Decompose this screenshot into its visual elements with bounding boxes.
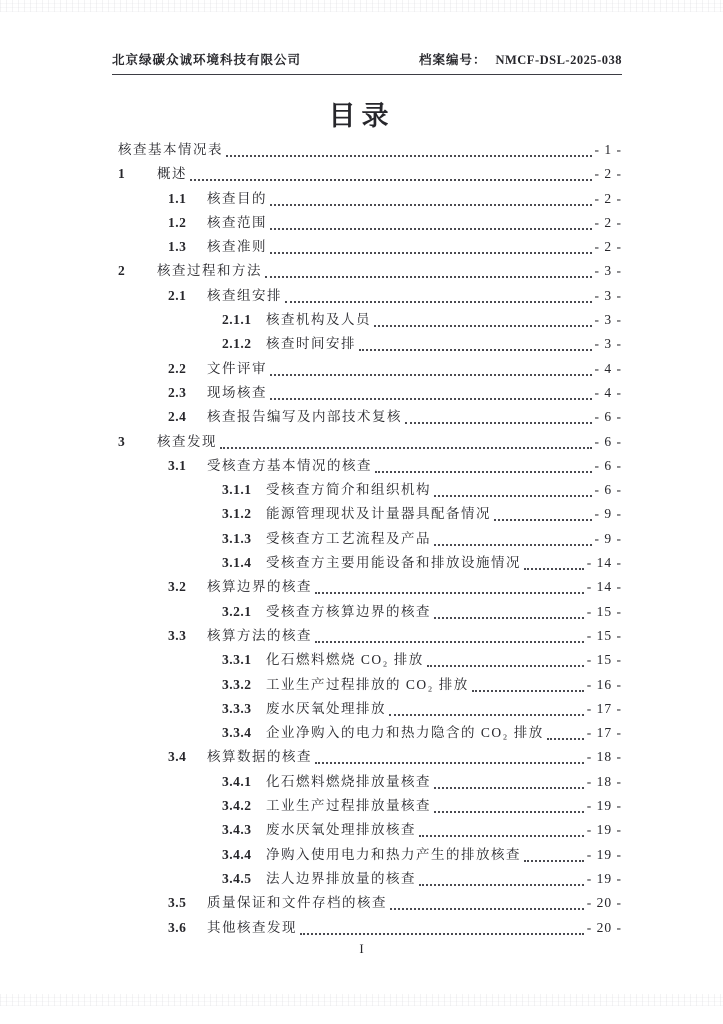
toc-leader-dots — [315, 745, 584, 764]
toc-entry — [112, 259, 622, 283]
toc-entry — [112, 308, 622, 332]
toc-leader-dots — [524, 551, 584, 570]
toc-entry-label: 核查发现 — [157, 433, 217, 449]
toc-entry-page: - 17 - — [586, 700, 622, 716]
toc-entry-page: - 6 - — [594, 457, 622, 473]
toc-entry-page: - 14 - — [586, 555, 622, 571]
toc-entry — [112, 673, 622, 697]
toc-leader-dots — [434, 600, 584, 619]
toc-entry-number: 3.2 — [168, 579, 187, 595]
toc-entry-label: 工业生产过程排放量核查 — [266, 798, 431, 814]
toc-leader-dots — [270, 357, 592, 376]
toc-entry-number: 3 — [118, 433, 126, 449]
toc-leader-dots — [434, 794, 584, 813]
toc-entry-number: 3.4.2 — [222, 798, 252, 814]
toc-entry-page: - 15 - — [586, 627, 622, 643]
company-name: 北京绿碳众诚环境科技有限公司 — [112, 53, 302, 67]
scan-noise-bottom — [0, 994, 723, 1006]
toc-entry-page: - 3 - — [594, 287, 622, 303]
toc-entry — [112, 916, 622, 940]
toc-entry-label: 核查范围 — [207, 214, 267, 230]
toc-entry-number: 3.3 — [168, 627, 187, 643]
toc-leader-dots — [315, 624, 584, 643]
toc-entry-page: - 20 - — [586, 895, 622, 911]
toc-entry-label: 能源管理现状及计量器具配备情况 — [266, 506, 491, 522]
toc-leader-dots — [494, 502, 592, 521]
toc-leader-dots — [434, 770, 584, 789]
toc-leader-dots — [389, 697, 584, 716]
toc-entry-page: - 15 - — [586, 652, 622, 668]
toc-entry-page: - 6 - — [594, 433, 622, 449]
toc-entry-number: 3.6 — [168, 919, 187, 935]
toc-leader-dots — [405, 405, 592, 424]
toc-leader-dots — [547, 721, 584, 740]
toc-entry — [112, 891, 622, 915]
toc-entry-number: 2.4 — [168, 409, 187, 425]
toc-entry-number: 3.3.1 — [222, 652, 252, 668]
toc-entry-number: 2.1 — [168, 287, 187, 303]
toc-entry-page: - 19 - — [586, 846, 622, 862]
toc-entry — [112, 745, 622, 769]
archive-number-group — [419, 50, 622, 68]
toc-entry-label: 质量保证和文件存档的核查 — [207, 895, 387, 911]
toc-entry-page: - 2 - — [594, 190, 622, 206]
toc-entry-label: 企业净购入的电力和热力隐含的 CO₂ 排放 — [266, 725, 544, 741]
toc-entry-number: 3.1.3 — [222, 530, 252, 546]
toc-entry — [112, 624, 622, 648]
toc-leader-dots — [270, 235, 592, 254]
scan-noise-top — [0, 0, 723, 12]
toc-leader-dots — [434, 527, 592, 546]
toc-entry-number: 3.4.1 — [222, 773, 252, 789]
toc-entry-page: - 18 - — [586, 749, 622, 765]
toc-entry — [112, 430, 622, 454]
toc-entry-page: - 6 - — [594, 409, 622, 425]
toc-entry-number: 2.3 — [168, 384, 187, 400]
toc-entry-page: - 19 - — [586, 822, 622, 838]
toc-entry-label: 化石燃料燃烧排放量核查 — [266, 773, 431, 789]
toc-entry — [112, 381, 622, 405]
toc-leader-dots — [300, 916, 584, 935]
toc-entry — [112, 454, 622, 478]
toc-entry-label: 核查时间安排 — [266, 336, 356, 352]
toc-leader-dots — [374, 308, 592, 327]
toc-entry-number: 2.2 — [168, 360, 187, 376]
toc-leader-dots — [419, 867, 584, 886]
toc-leader-dots — [226, 138, 592, 157]
table-of-contents — [112, 138, 622, 940]
toc-entry-label: 核查过程和方法 — [157, 263, 262, 279]
toc-entry-number: 3.1.4 — [222, 555, 252, 571]
toc-entry-label: 化石燃料燃烧 CO₂ 排放 — [266, 652, 424, 668]
toc-leader-dots — [285, 284, 592, 303]
toc-entry-number: 3.3.2 — [222, 676, 252, 692]
toc-leader-dots — [220, 430, 592, 449]
toc-entry-page: - 3 - — [594, 336, 622, 352]
toc-entry-page: - 19 - — [586, 798, 622, 814]
toc-entry-label: 核查机构及人员 — [266, 312, 371, 328]
toc-entry-page: - 18 - — [586, 773, 622, 789]
toc-entry — [112, 162, 622, 186]
toc-entry — [112, 502, 622, 526]
toc-entry — [112, 843, 622, 867]
toc-entry-number: 1 — [118, 166, 126, 182]
toc-entry-label: 工业生产过程排放的 CO₂ 排放 — [266, 676, 469, 692]
toc-entry-label: 概述 — [157, 166, 187, 182]
toc-entry-label: 核查目的 — [207, 190, 267, 206]
toc-entry-page: - 17 - — [586, 725, 622, 741]
toc-leader-dots — [472, 673, 584, 692]
toc-entry-page: - 3 - — [594, 263, 622, 279]
toc-leader-dots — [270, 211, 592, 230]
toc-entry-page: - 3 - — [594, 312, 622, 328]
toc-entry-number: 3.5 — [168, 895, 187, 911]
toc-leader-dots — [315, 575, 584, 594]
toc-entry-number: 3.4.4 — [222, 846, 252, 862]
toc-leader-dots — [434, 478, 592, 497]
toc-entry — [112, 697, 622, 721]
toc-leader-dots — [190, 162, 592, 181]
toc-entry-label: 核查准则 — [207, 239, 267, 255]
archive-number-value: NMCF-DSL-2025-038 — [495, 53, 622, 67]
toc-entry-page: - 9 - — [594, 530, 622, 546]
toc-entry — [112, 211, 622, 235]
archive-number-label: 档案编号： — [418, 53, 487, 67]
toc-entry-number: 2.1.1 — [222, 312, 252, 328]
toc-entry — [112, 818, 622, 842]
toc-entry-number: 3.1 — [168, 457, 187, 473]
toc-entry-number: 1.1 — [168, 190, 187, 206]
toc-entry-label: 核查报告编写及内部技术复核 — [207, 409, 402, 425]
toc-entry — [112, 235, 622, 259]
toc-leader-dots — [390, 891, 584, 910]
toc-entry-number: 3.4.5 — [222, 870, 252, 886]
toc-entry-label: 废水厌氧处理排放 — [266, 700, 386, 716]
page-title: 目录 — [328, 101, 395, 131]
toc-entry-page: - 20 - — [586, 919, 622, 935]
toc-entry — [112, 551, 622, 575]
toc-entry-label: 现场核查 — [207, 384, 267, 400]
toc-entry-label: 其他核查发现 — [207, 919, 297, 935]
toc-entry-page: - 1 - — [594, 142, 622, 157]
toc-entry-label: 核算数据的核查 — [207, 749, 312, 765]
toc-leader-dots — [270, 381, 592, 400]
toc-entry-number: 2 — [118, 263, 126, 279]
toc-entry-label: 废水厌氧处理排放核查 — [266, 822, 416, 838]
toc-entry-page: - 2 - — [594, 214, 622, 230]
toc-entry-number: 1.3 — [168, 239, 187, 255]
toc-leader-dots — [265, 259, 592, 278]
toc-entry-page: - 6 - — [594, 482, 622, 498]
toc-leader-dots — [524, 843, 584, 862]
toc-entry-page: - 15 - — [586, 603, 622, 619]
toc-entry-number: 3.3.4 — [222, 725, 252, 741]
toc-entry — [112, 721, 622, 745]
toc-entry-label: 核算方法的核查 — [207, 627, 312, 643]
toc-entry-label: 法人边界排放量的核查 — [266, 870, 416, 886]
toc-leader-dots — [270, 187, 592, 206]
toc-entry — [112, 405, 622, 429]
toc-entry-page: - 14 - — [586, 579, 622, 595]
toc-entry — [112, 187, 622, 211]
toc-entry — [112, 284, 622, 308]
toc-entry-page: - 9 - — [594, 506, 622, 522]
toc-entry-number: 3.1.2 — [222, 506, 252, 522]
toc-entry-label: 文件评审 — [207, 360, 267, 376]
toc-entry-label: 净购入使用电力和热力产生的排放核查 — [266, 846, 521, 862]
toc-leader-dots — [375, 454, 592, 473]
toc-entry-label: 核查组安排 — [207, 287, 282, 303]
toc-entry — [112, 794, 622, 818]
toc-entry-number: 3.3.3 — [222, 700, 252, 716]
toc-entry-label: 核查基本情况表 — [118, 142, 223, 157]
toc-entry — [112, 332, 622, 356]
toc-entry-label: 受核查方简介和组织机构 — [266, 482, 431, 498]
toc-entry — [112, 527, 622, 551]
page-number: I — [359, 941, 364, 956]
toc-entry-label: 核算边界的核查 — [207, 579, 312, 595]
toc-entry-page: - 2 - — [594, 239, 622, 255]
toc-leader-dots — [419, 818, 584, 837]
toc-entry-page: - 4 - — [594, 360, 622, 376]
toc-entry-number: 3.4 — [168, 749, 187, 765]
toc-entry-number: 3.1.1 — [222, 482, 252, 498]
toc-entry-page: - 4 - — [594, 384, 622, 400]
toc-entry-label: 受核查方基本情况的核查 — [207, 457, 372, 473]
toc-leader-dots — [359, 332, 592, 351]
toc-entry-number: 2.1.2 — [222, 336, 252, 352]
toc-entry-page: - 19 - — [586, 870, 622, 886]
document-header — [112, 50, 622, 75]
toc-entry — [112, 600, 622, 624]
toc-entry-label: 受核查方主要用能设备和排放设施情况 — [266, 555, 521, 571]
toc-entry-number: 3.2.1 — [222, 603, 252, 619]
toc-entry-label: 受核查方工艺流程及产品 — [266, 530, 431, 546]
toc-leader-dots — [427, 648, 584, 667]
toc-entry-number: 1.2 — [168, 214, 187, 230]
toc-entry — [112, 770, 622, 794]
toc-entry-page: - 2 - — [594, 166, 622, 182]
toc-entry — [112, 575, 622, 599]
toc-entry-page: - 16 - — [586, 676, 622, 692]
toc-entry — [112, 867, 622, 891]
toc-entry-label: 受核查方核算边界的核查 — [266, 603, 431, 619]
toc-entry-number: 3.4.3 — [222, 822, 252, 838]
toc-entry — [112, 138, 622, 162]
toc-entry — [112, 357, 622, 381]
toc-entry — [112, 478, 622, 502]
toc-entry — [112, 648, 622, 672]
